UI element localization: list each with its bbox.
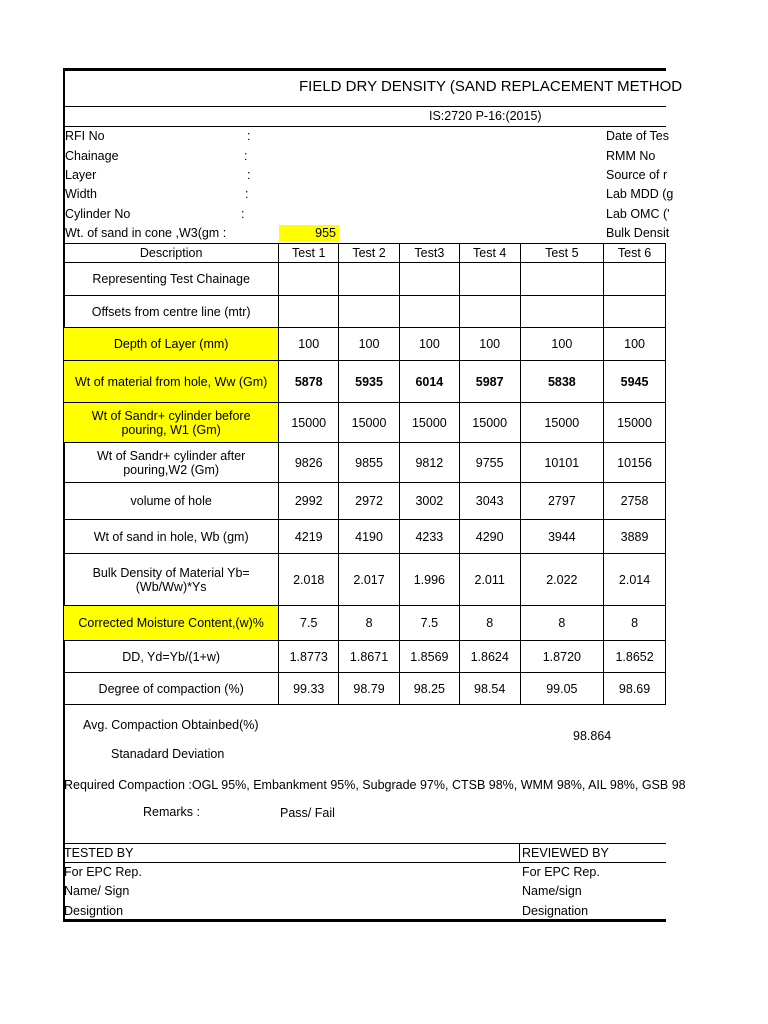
tested-by-designation: Designtion [64,904,124,918]
row-value: 1.996 [399,554,459,606]
row-value [520,263,604,296]
row-value: 10156 [604,443,666,483]
table-row [64,443,666,483]
standard-reference: IS:2720 P-16:(2015) [429,109,542,123]
row-value: 2.018 [279,554,339,606]
row-description: Wt of sand in hole, Wb (gm) [64,520,279,554]
info-lab-omc-label: Lab OMC (' [606,207,670,221]
row-value [279,263,339,296]
row-description: DD, Yd=Yb/(1+w) [64,641,279,673]
divider-standard [63,126,666,127]
table-header-row [64,244,666,263]
row-value: 15000 [459,403,520,443]
report-title: FIELD DRY DENSITY (SAND REPLACEMENT METHOD [299,78,683,95]
row-value: 5838 [520,361,604,403]
row-value: 4219 [279,520,339,554]
row-value: 100 [399,328,459,361]
row-value [459,296,520,328]
table-row [64,520,666,554]
row-value: 5987 [459,361,520,403]
row-value: 5935 [339,361,400,403]
row-value: 1.8652 [604,641,666,673]
row-value: 99.05 [520,673,604,705]
row-description: Corrected Moisture Content,(w)% [64,606,279,641]
row-value: 98.25 [399,673,459,705]
row-value: 15000 [339,403,400,443]
row-value [459,263,520,296]
row-value: 8 [459,606,520,641]
row-value: 98.54 [459,673,520,705]
divider-title [63,106,666,107]
std-deviation-label: Stanadard Deviation [111,747,225,761]
row-value: 6014 [399,361,459,403]
reviewed-by-designation: Designation [522,904,589,918]
info-date-of-test-label: Date of Tes [606,129,670,143]
info-rfi-no-label: RFI No [65,129,105,143]
row-value: 2.011 [459,554,520,606]
info-source-label: Source of r [606,168,668,182]
header-test-1: Test 1 [279,244,339,263]
row-value: 15000 [399,403,459,443]
header-test-3: Test3 [399,244,459,263]
avg-compaction-value: 98.864 [573,729,612,743]
table-row [64,328,666,361]
row-value: 1.8624 [459,641,520,673]
row-description: Bulk Density of Material Yb=(Wb/Ww)*Ys [64,554,279,606]
reviewed-by-heading: REVIEWED BY [522,846,609,860]
row-value: 4233 [399,520,459,554]
reviewed-by-name-sign: Name/sign [522,884,582,898]
row-value [399,296,459,328]
info-layer-label: Layer [65,168,97,182]
row-value: 10101 [520,443,604,483]
info-width-colon: : [245,187,249,201]
row-value: 5878 [279,361,339,403]
info-lab-mdd-label: Lab MDD (g [606,187,674,201]
row-value [520,296,604,328]
row-value [399,263,459,296]
tested-by-heading: TESTED BY [64,846,134,860]
row-value: 2972 [339,483,400,520]
row-value: 99.33 [279,673,339,705]
row-value: 1.8569 [399,641,459,673]
row-description: Wt of Sandr+ cylinder before pouring, W1 (Gm) [64,403,279,443]
frame-top-border [63,68,666,71]
row-description: Degree of compaction (%) [64,673,279,705]
row-value: 9755 [459,443,520,483]
table-row [64,641,666,673]
row-value: 8 [520,606,604,641]
test-report-sheet [63,68,686,924]
row-value: 3002 [399,483,459,520]
row-description: Representing Test Chainage [64,263,279,296]
row-value: 100 [339,328,400,361]
row-value: 2.014 [604,554,666,606]
row-value: 15000 [520,403,604,443]
row-value: 7.5 [279,606,339,641]
signoff-column-divider [519,843,520,862]
frame-bottom-border [63,919,666,922]
row-value: 1.8773 [279,641,339,673]
required-compaction-note: Required Compaction :OGL 95%, Embankment 95%, Subgrade 97%, CTSB 98%, WMM 98%, AIL 98%, GSB 98 [64,778,686,792]
remarks-value: Pass/ Fail [280,806,335,820]
row-value: 100 [459,328,520,361]
row-description: Depth of Layer (mm) [64,328,279,361]
test-results-table [63,243,666,705]
header-test-2: Test 2 [339,244,400,263]
row-value: 2992 [279,483,339,520]
row-value: 2.017 [339,554,400,606]
info-rmm-no-label: RMM No [606,149,656,163]
info-sand-in-cone-label: Wt. of sand in cone ,W3(gm : [65,226,227,240]
row-value: 9855 [339,443,400,483]
info-rfi-no-colon: : [247,129,251,143]
header-description: Description [64,244,279,263]
row-value: 2797 [520,483,604,520]
row-value: 100 [604,328,666,361]
row-value: 4290 [459,520,520,554]
info-bulk-density-label: Bulk Densit [606,226,670,240]
header-test-4: Test 4 [459,244,520,263]
table-row [64,606,666,641]
table-row [64,263,666,296]
table-row [64,296,666,328]
row-value: 3043 [459,483,520,520]
row-value: 8 [604,606,666,641]
sand-in-cone-value: 955 [279,225,339,242]
row-value: 5945 [604,361,666,403]
row-value: 2.022 [520,554,604,606]
row-value [339,296,400,328]
row-value: 4190 [339,520,400,554]
table-row [64,361,666,403]
row-value [604,296,666,328]
header-test-6: Test 6 [604,244,666,263]
row-value: 2758 [604,483,666,520]
reviewed-by-rep: For EPC Rep. [522,865,600,879]
row-value: 98.69 [604,673,666,705]
row-value [339,263,400,296]
info-chainage-colon: : [244,149,248,163]
row-value: 7.5 [399,606,459,641]
info-chainage-label: Chainage [65,149,119,163]
row-value: 1.8671 [339,641,400,673]
row-value: 98.79 [339,673,400,705]
info-cylinder-no-colon: : [241,207,245,221]
row-description: Wt of material from hole, Ww (Gm) [64,361,279,403]
table-row [64,554,666,606]
row-value: 9812 [399,443,459,483]
row-value: 9826 [279,443,339,483]
row-value [279,296,339,328]
tested-by-name-sign: Name/ Sign [64,884,130,898]
avg-compaction-label: Avg. Compaction Obtainbed(%) [83,718,259,732]
row-description: Wt of Sandr+ cylinder after pouring,W2 (Gm) [64,443,279,483]
table-row [64,403,666,443]
info-layer-colon: : [247,168,251,182]
row-value: 8 [339,606,400,641]
info-width-label: Width [65,187,97,201]
row-description: volume of hole [64,483,279,520]
remarks-label: Remarks : [143,805,200,819]
row-value: 3889 [604,520,666,554]
row-value: 100 [279,328,339,361]
row-value: 15000 [279,403,339,443]
table-row [64,673,666,705]
row-value: 100 [520,328,604,361]
header-test-5: Test 5 [520,244,604,263]
row-value [604,263,666,296]
tested-by-rep: For EPC Rep. [64,865,142,879]
table-row [64,483,666,520]
row-value: 3944 [520,520,604,554]
info-cylinder-no-label: Cylinder No [65,207,131,221]
row-value: 15000 [604,403,666,443]
row-value: 1.8720 [520,641,604,673]
row-description: Offsets from centre line (mtr) [64,296,279,328]
